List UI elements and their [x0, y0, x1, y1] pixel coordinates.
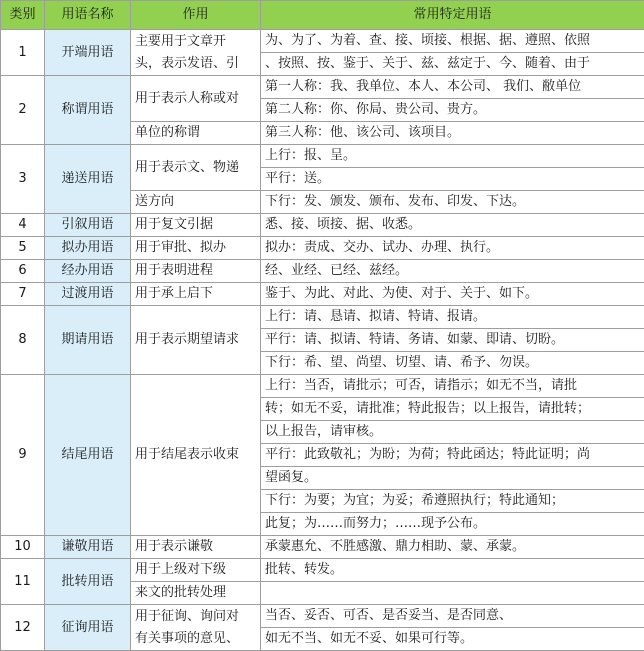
row-function [131, 605, 261, 651]
table-row [1, 145, 644, 168]
row-term-name: 拟办用语 [45, 237, 131, 260]
row-category-number: 9 [1, 375, 45, 536]
row-common-terms: 下行：希、望、尚望、切望、请、希予、勿误。 [261, 352, 644, 375]
row-common-terms: 平行：送。 [261, 168, 644, 191]
row-category-number: 11 [1, 559, 45, 605]
row-term-name: 征询用语 [45, 605, 131, 651]
row-common-terms: 平行：此致敬礼；为盼；为荷；特此函达；特此证明；尚 [261, 444, 644, 467]
row-function-line: 送方向 [131, 191, 261, 214]
row-common-terms: 上行：报、呈。 [261, 145, 644, 168]
row-common-terms: 第一人称：我、我单位、本人、本公司、 我们、敝单位 [261, 76, 644, 99]
row-common-terms: 第三人称：他、该公司、该项目。 [261, 122, 644, 145]
row-function: 用于承上启下 [131, 283, 261, 306]
row-category-number: 12 [1, 605, 45, 651]
row-common-terms: 批转、转发。 [261, 559, 644, 582]
row-common-terms: 平行：请、拟请、特请、务请、如蒙、即请、切盼。 [261, 329, 644, 352]
row-term-name: 结尾用语 [45, 375, 131, 536]
row-function: 用于表示期望请求 [131, 306, 261, 375]
table-row [1, 76, 644, 99]
row-term-name: 过渡用语 [45, 283, 131, 306]
row-term-name: 引叙用语 [45, 214, 131, 237]
table-row [1, 605, 644, 628]
table-row [1, 375, 644, 398]
row-category-number: 7 [1, 283, 45, 306]
row-common-terms: 承蒙惠允、不胜感激、鼎力相助、蒙、承蒙。 [261, 536, 644, 559]
row-common-terms: 、按照、按、鉴于、关于、兹、兹定于、今、随着、由于 [261, 53, 644, 76]
row-common-terms: 拟办：责成、交办、试办、办理、执行。 [261, 237, 644, 260]
header-common-terms: 常用特定用语 [261, 1, 644, 30]
row-common-terms: 下行：发、颁发、颁布、发布、印发、下达。 [261, 191, 644, 214]
header-function: 作用 [131, 1, 261, 30]
row-common-terms: 下行：为要；为宜；为妥；希遵照执行；特此通知； [261, 490, 644, 513]
row-common-terms: 上行：请、恳请、拟请、特请、报请。 [261, 306, 644, 329]
row-category-number: 2 [1, 76, 45, 145]
row-common-terms: 悉、接、顷接、据、收悉。 [261, 214, 644, 237]
row-common-terms: 第二人称：你、你局、贵公司、贵方。 [261, 99, 644, 122]
header-term-name: 用语名称 [45, 1, 131, 30]
row-common-terms: 如无不当、如无不妥、如果可行等。 [261, 628, 644, 651]
row-term-name: 经办用语 [45, 260, 131, 283]
row-common-terms: 当否、妥否、可否、是否妥当、是否同意、 [261, 605, 644, 628]
row-term-name: 递送用语 [45, 145, 131, 214]
row-common-terms: 望函复。 [261, 467, 644, 490]
row-function-line: 用于征询、询问对 [135, 606, 256, 628]
row-function-line: 主要用于文章开 [135, 31, 256, 53]
row-category-number: 10 [1, 536, 45, 559]
row-category-number: 8 [1, 306, 45, 375]
table-row [1, 237, 644, 260]
row-function-line: 来文的批转处理 [131, 582, 261, 605]
row-function-line: 单位的称谓 [131, 122, 261, 145]
row-term-name: 期请用语 [45, 306, 131, 375]
row-category-number: 6 [1, 260, 45, 283]
header-row [1, 1, 644, 30]
table-row [1, 559, 644, 582]
table-row [1, 536, 644, 559]
table-row [1, 260, 644, 283]
row-function [131, 30, 261, 76]
row-term-name: 谦敬用语 [45, 536, 131, 559]
row-common-terms: 以上报告，请审核。 [261, 421, 644, 444]
row-common-terms: 转；如无不妥，请批准；特此报告；以上报告，请批转； [261, 398, 644, 421]
table-row [1, 214, 644, 237]
row-category-number: 5 [1, 237, 45, 260]
row-category-number: 3 [1, 145, 45, 214]
row-function: 用于复文引据 [131, 214, 261, 237]
row-term-name: 开端用语 [45, 30, 131, 76]
row-function: 用于审批、拟办 [131, 237, 261, 260]
row-common-terms: 经、业经、已经、兹经。 [261, 260, 644, 283]
table-row [1, 306, 644, 329]
row-common-terms [261, 582, 644, 605]
row-function: 用于结尾表示收束 [131, 375, 261, 536]
row-common-terms: 上行：当否，请批示；可否，请指示；如无不当，请批 [261, 375, 644, 398]
row-category-number: 4 [1, 214, 45, 237]
table-row [1, 30, 644, 53]
table-row [1, 283, 644, 306]
row-function-line: 有关事项的意见、 [135, 628, 256, 650]
row-common-terms: 为、为了、为着、查、接、顷接、根据、据、遵照、依照 [261, 30, 644, 53]
row-term-name: 称谓用语 [45, 76, 131, 145]
row-function-line: 用于上级对下级 [131, 559, 261, 582]
row-common-terms: 此复；为……而努力；……现予公布。 [261, 513, 644, 536]
row-common-terms: 鉴于、为此、对此、为使、对于、关于、如下。 [261, 283, 644, 306]
row-function-line: 头，表示发语、引 [135, 53, 256, 75]
row-category-number: 1 [1, 30, 45, 76]
row-function: 用于表示谦敬 [131, 536, 261, 559]
row-function-line: 用于表示文、物递 [131, 145, 261, 191]
row-term-name: 批转用语 [45, 559, 131, 605]
table-body [1, 30, 644, 651]
row-function-line: 用于表示人称或对 [131, 76, 261, 122]
row-function: 用于表明进程 [131, 260, 261, 283]
header-category: 类别 [1, 1, 45, 30]
